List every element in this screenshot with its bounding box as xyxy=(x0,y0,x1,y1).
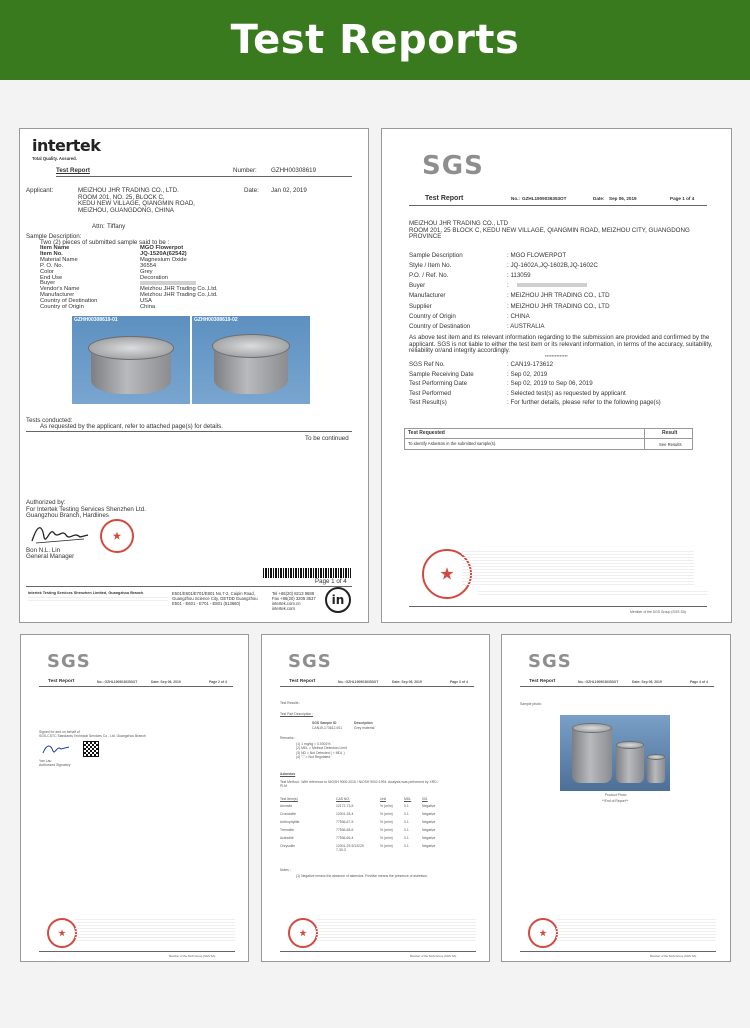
footer-divider xyxy=(280,951,476,952)
signature xyxy=(41,742,71,754)
table-cell: Negative xyxy=(422,804,436,808)
results-table xyxy=(404,428,693,450)
sgs-red-stamp xyxy=(47,918,77,948)
footer-divider xyxy=(409,606,707,607)
authorized-line: Authorized by: xyxy=(26,499,66,506)
table-header-result: Result xyxy=(662,430,678,436)
field-value: : Sep 02, 2019 to Sep 06, 2019 xyxy=(507,380,593,388)
signer-title: Authorized Signatory xyxy=(39,763,71,767)
table-cell: 77536-66-4 xyxy=(336,836,354,840)
field-value: Decoration xyxy=(140,274,169,281)
stars-separator: ************** xyxy=(545,354,568,359)
terms-fine-print xyxy=(556,919,716,941)
table-cell: Negative xyxy=(422,844,436,848)
signer-title: General Manager xyxy=(26,553,75,560)
sample-intro: Two (2) pieces of submitted sample said to be : xyxy=(40,239,170,246)
field-value: JQ-1520A(62542) xyxy=(140,250,187,257)
product-photo xyxy=(560,715,670,791)
field-value: Grey xyxy=(140,268,153,275)
sgs-report-page-4 xyxy=(501,634,731,962)
signed-line: Signed for and on behalf of xyxy=(39,730,80,734)
header-divider xyxy=(409,205,707,206)
sample-description-label: Sample Description: xyxy=(26,233,82,240)
signed-line: SGS-CSTC Standards Technical Services Co., Ltd. Guangzhou Branch xyxy=(39,734,146,739)
table-divider xyxy=(405,438,692,439)
field-label: P. O. No. xyxy=(40,262,64,269)
product-photo-caption: Product Photo xyxy=(605,793,627,797)
signer-name: Bon N.L. Lin xyxy=(26,547,61,554)
table-cell: 0.1 xyxy=(404,812,409,816)
method-line: PLM xyxy=(280,784,287,789)
member-note: Member of the SGS Group (SGS SA) xyxy=(630,610,687,614)
field-value: : AUSTRALIA xyxy=(507,322,545,330)
field-label: P.O. / Ref. No. xyxy=(409,272,449,280)
field-value: : CHINA xyxy=(507,312,530,320)
sgs-report-page-1 xyxy=(381,128,732,623)
test-results-label: Test Results : xyxy=(280,701,301,705)
sample-photo-2 xyxy=(192,316,310,404)
asbestos-table xyxy=(280,797,470,859)
table-cell: 12001-29-5/13229 7-30-3 xyxy=(336,844,364,853)
report-title: Test Report xyxy=(425,195,464,202)
notes-label: Notes : xyxy=(280,868,291,872)
field-label: Color xyxy=(40,268,54,275)
table-cell: Negative xyxy=(422,828,436,832)
page-number: Page 1 of 4 xyxy=(315,578,347,585)
field-label: Buyer xyxy=(40,280,56,287)
footer-chinese-text xyxy=(28,597,168,602)
applicant-line: MEIZHOU JHR TRADING CO., LTD. xyxy=(78,187,179,194)
member-note: Member of the SGS Group (SGS SA) xyxy=(169,954,216,958)
table-cell: 0.1 xyxy=(404,820,409,824)
attn-label: Attn: xyxy=(92,223,105,230)
member-note: Member of the SGS Group (SGS SA) xyxy=(410,954,457,958)
pot-large xyxy=(572,727,612,783)
field-label: Test Performed xyxy=(409,389,451,397)
sgs-logo: SGS xyxy=(288,651,332,672)
intertek-report-page-1 xyxy=(19,128,369,623)
field-label: End Use xyxy=(40,274,63,281)
table-cell: Amosite xyxy=(280,804,293,808)
buyer-redacted xyxy=(517,283,587,287)
footer-address-line: E501/E601/E701/E801 No.7-2, Caipin Road, xyxy=(172,591,255,596)
report-title: Test Report xyxy=(289,679,316,684)
field-value: China xyxy=(140,304,156,310)
pot-medium-rim xyxy=(616,741,644,749)
report-title: Test Report xyxy=(48,679,75,684)
field-value: : JQ-1602A,JQ-1602B,JQ-1602C xyxy=(507,262,598,270)
field-label: Sample Description xyxy=(409,252,463,259)
authorized-line: Guangzhou Branch, Hardlines xyxy=(26,512,109,520)
authorized-line: For Intertek Testing Services Shenzhen Ltd. xyxy=(26,505,146,513)
footer-contact-line: intertek.com.cn xyxy=(272,601,301,606)
field-value: 36554 xyxy=(140,262,157,269)
field-value: Magnesium Oxide xyxy=(140,256,187,263)
terms-fine-print xyxy=(316,919,476,941)
report-no-label: No.: xyxy=(511,196,520,201)
field-label: Vendor's Name xyxy=(40,286,80,293)
signer-name: Yan Lau xyxy=(39,759,52,763)
table-cell: 12172-73-5 xyxy=(336,804,354,808)
asbestos-heading: Asbestos xyxy=(280,772,296,776)
sample-photo-1 xyxy=(72,316,190,404)
date-value: Jan 02, 2019 xyxy=(271,187,307,194)
signature xyxy=(28,521,90,547)
field-value: : Selected test(s) as requested by applicant xyxy=(507,389,626,397)
sgs-red-stamp xyxy=(528,918,558,948)
report-title: Test Report xyxy=(529,679,556,684)
footer-company: Intertek Testing Services Shenzhen Limited, Guangzhou Branch xyxy=(28,591,144,595)
date-value: Sep 06, 2019 xyxy=(609,196,637,201)
table-cell: 77536-68-6 xyxy=(336,828,354,832)
number-value: GZHH00308619 xyxy=(271,167,317,174)
page-title: Test Reports xyxy=(230,17,520,63)
table-header-test: Test Requested xyxy=(408,430,445,436)
statement-line: As above test item and its relevant information regarding to the submission are provided and confirmed by the xyxy=(409,334,710,341)
pot-small-rim xyxy=(647,754,665,760)
table-cell: % (m/m) xyxy=(380,836,393,840)
field-value: : CAN19-173612 xyxy=(507,361,554,368)
member-note: Member of the SGS Group (SGS SA) xyxy=(650,954,697,958)
field-label: Material Name xyxy=(40,256,78,263)
report-title: Test Report xyxy=(56,167,90,174)
test-part-label: Test Part Description : xyxy=(280,712,314,716)
table-cell: % (m/m) xyxy=(380,804,393,808)
pot-opening-1 xyxy=(88,336,174,360)
field-label: Style / Item No. xyxy=(409,262,452,270)
field-label: Supplier xyxy=(409,302,432,310)
pot-small xyxy=(647,757,665,783)
buyer-redacted xyxy=(140,281,196,285)
footer-contact-line: intertek.com xyxy=(272,606,295,611)
applicant-line: MEIZHOU, GUANGDONG, CHINA xyxy=(78,206,174,214)
number-label: Number: xyxy=(233,167,257,174)
field-label: Manufacturer xyxy=(40,292,75,299)
remarks-label: Remarks : xyxy=(280,736,296,740)
table-header: Test Item(s) xyxy=(280,797,298,801)
field-label: Manufacturer xyxy=(409,292,446,300)
field-value: USA xyxy=(140,298,152,305)
page-number: Page 3 of 4 xyxy=(450,680,468,684)
photo-label-2: GZHH00308619-02 xyxy=(194,317,238,323)
company-line: PROVINCE xyxy=(409,233,442,241)
field-value: : MGO FLOWERPOT xyxy=(507,252,567,259)
table-cell: % (m/m) xyxy=(380,820,393,824)
report-no: No.: GZHL1909036353OT xyxy=(338,680,379,684)
applicant-label: Applicant: xyxy=(26,187,54,194)
page-number: Page 2 of 4 xyxy=(209,680,227,684)
table-cell: Actinolite xyxy=(280,836,294,840)
qr-code xyxy=(83,741,99,757)
terms-fine-print xyxy=(75,919,235,941)
field-label: Item No. xyxy=(40,250,63,257)
remark-line: (1) 1 mg/kg = 0.0001% xyxy=(296,742,331,746)
field-label: Buyer xyxy=(409,282,426,290)
end-of-report: **End of Report** xyxy=(602,799,629,803)
sgs-red-stamp xyxy=(288,918,318,948)
field-label: SGS Ref No. xyxy=(409,361,445,368)
terms-fine-print xyxy=(462,551,694,585)
table-cell: Chrysotile xyxy=(280,844,296,848)
pot-opening-2 xyxy=(212,334,290,358)
field-value: : For further details, please refer to the following page(s) xyxy=(507,399,661,407)
footer-divider xyxy=(39,951,235,952)
description-header: Description xyxy=(354,721,373,725)
applicant-line: KEDU NEW VILLAGE, QIANGMIN ROAD, xyxy=(78,200,195,208)
header-divider xyxy=(280,686,474,687)
table-cell: Negative xyxy=(422,812,436,816)
sgs-logo: SGS xyxy=(422,151,484,181)
page-number: Page 4 of 4 xyxy=(690,680,708,684)
table-cell: Negative xyxy=(422,836,436,840)
table-cell: 0.1 xyxy=(404,844,409,848)
sample-photo-label: Sample photo: xyxy=(520,702,542,706)
header-banner xyxy=(0,0,750,80)
pot-large-rim xyxy=(572,723,612,733)
footer-divider xyxy=(26,586,352,587)
intertek-circle-logo: in xyxy=(325,587,351,613)
sgs-logo: SGS xyxy=(528,651,572,672)
footer-address-line: E501 - E601 - E701 - E801 (513660) xyxy=(172,601,241,606)
footer-divider xyxy=(520,951,716,952)
page-number: Page 1 of 4 xyxy=(670,196,695,201)
date-value: Date: Sep 06, 2019 xyxy=(392,680,422,684)
sgs-logo: SGS xyxy=(47,651,91,672)
attn-value: Tiffany xyxy=(107,223,126,230)
intertek-tagline: Total Quality. Assured. xyxy=(32,156,77,161)
continued-note: To be continued xyxy=(305,435,349,442)
tests-conducted-label: Tests conducted: xyxy=(26,417,73,424)
intertek-logo: intertek xyxy=(32,136,101,155)
field-label: Sample Receiving Date xyxy=(409,370,474,378)
field-label: Test Result(s) xyxy=(409,399,447,407)
field-value: MGO Flowerpot xyxy=(140,245,184,251)
field-label: Item Name xyxy=(40,245,70,251)
sgs-report-page-3 xyxy=(261,634,490,962)
sample-description: Grey material xyxy=(354,726,375,730)
footer-contact-line: Fax +86(20) 3205 3537 xyxy=(272,596,316,601)
table-cell: Negative xyxy=(422,820,436,824)
table-header: 001 xyxy=(422,797,428,801)
field-label: Country of Destination xyxy=(409,322,471,330)
table-cell: Anthophyllite xyxy=(280,820,300,824)
footer-address xyxy=(478,591,708,596)
date-value: Date: Sep 06, 2019 xyxy=(632,680,662,684)
report-no: No.: GZHL1909036353OT xyxy=(578,680,619,684)
field-value: : MEIZHOU JHR TRADING CO., LTD xyxy=(507,302,610,310)
tests-conducted-text: As requested by the applicant, refer to attached page(s) for details. xyxy=(40,423,223,430)
method-line: Test Method : With reference to NIOSH 9000:2015 / NIOSH 9002:1994. Analysis was performed by XRD / xyxy=(280,780,439,784)
date-value: Date: Sep 06, 2019 xyxy=(151,680,181,684)
table-col-divider xyxy=(644,429,645,449)
sample-id: CAN19-173612.001 xyxy=(312,726,342,730)
company-line: MEIZHOU JHR TRADING CO., LTD xyxy=(409,220,509,227)
sample-id-header: SGS Sample ID xyxy=(312,721,337,725)
header-divider xyxy=(56,176,352,177)
field-value: : 113059 xyxy=(507,272,531,280)
barcode xyxy=(263,568,351,578)
report-no: GZHL1909036353OT xyxy=(522,196,567,201)
field-value: : xyxy=(507,282,509,290)
table-cell: % (m/m) xyxy=(380,812,393,816)
field-value: Meizhou JHR Trading Co.,Ltd. xyxy=(140,286,218,293)
applicant-line: ROOM 201, NO. 25, BLOCK C, xyxy=(78,193,165,201)
table-cell: Tremolite xyxy=(280,828,295,832)
remark-line: (3) ND = Not Detected ( < MDL ) xyxy=(296,750,345,755)
table-row-test: To identify Asbestos in the submitted sample(s). xyxy=(408,441,497,446)
table-cell: 0.1 xyxy=(404,836,409,840)
footer-address-line: Guangzhou Science City, GETDD Guangzhou xyxy=(172,596,258,601)
table-cell: 0.1 xyxy=(404,804,409,808)
field-label: Country of Origin xyxy=(409,312,456,320)
field-label: Country of Destination xyxy=(40,298,98,305)
table-cell: 77536-67-5 xyxy=(336,820,354,824)
date-label: Date: xyxy=(244,187,259,194)
note-line: (1) Negative means the absence of asbestos. Positive means the presence of asbestos. xyxy=(296,874,428,878)
field-label: Country of Origin xyxy=(40,304,84,310)
date-label: Date: xyxy=(593,196,605,201)
pot-medium xyxy=(616,745,644,783)
table-cell: % (m/m) xyxy=(380,828,393,832)
field-value: Meizhou JHR Trading Co.,Ltd. xyxy=(140,292,218,299)
field-value: : Sep 02, 2019 xyxy=(507,370,548,378)
field-label: Test Performing Date xyxy=(409,380,468,388)
header-divider xyxy=(520,686,714,687)
statement-line: applicant. SGS is not liable to either the test item or its relevant information, in terms of the accuracy, suitability, xyxy=(409,340,713,348)
report-no: No.: GZHL1909036353OT xyxy=(97,680,138,684)
table-cell: 12001-28-4 xyxy=(336,812,354,816)
table-cell: % (m/m) xyxy=(380,844,393,848)
remark-line: (2) MDL = Method Detection Limit xyxy=(296,746,347,751)
field-value: : MEIZHOU JHR TRADING CO., LTD xyxy=(507,292,610,300)
table-header: Unit xyxy=(380,797,387,801)
header-divider xyxy=(39,686,233,687)
table-cell: Crocidolite xyxy=(280,812,297,816)
remark-line: (4) "-" = Not Regulated xyxy=(296,755,331,760)
tests-divider xyxy=(26,431,352,432)
sgs-report-page-2 xyxy=(20,634,249,962)
company-line: ROOM 201, 25 BLOCK C, KEDU NEW VILLAGE, QIANGMIN ROAD, MEIZHOU CITY, GUANGDONG xyxy=(409,226,690,234)
table-header: CAS NO. xyxy=(336,797,350,801)
table-cell: 0.1 xyxy=(404,828,409,832)
photo-label-1: GZHH00308619-01 xyxy=(74,317,118,323)
table-row-result: See Results xyxy=(659,442,682,447)
footer-contact-line: Tel +86(20) 8213 9688 xyxy=(272,591,315,596)
table-header: MDL xyxy=(404,797,412,801)
red-seal-stamp xyxy=(100,519,134,553)
statement-line: reliability or/and integrity accordingly. xyxy=(409,347,510,355)
